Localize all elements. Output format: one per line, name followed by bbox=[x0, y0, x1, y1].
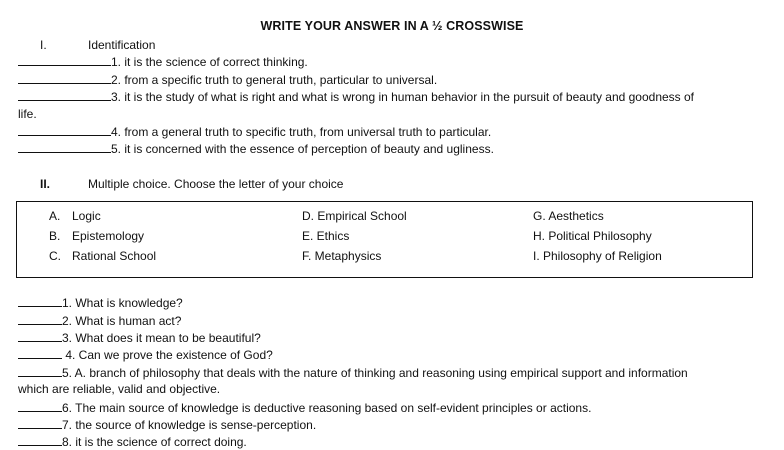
choice-e: E. Ethics bbox=[302, 229, 350, 243]
question-1 bbox=[18, 295, 183, 311]
answer-blank[interactable] bbox=[18, 72, 111, 84]
identification-item-3 bbox=[18, 89, 694, 105]
choice-g: G. Aesthetics bbox=[533, 209, 604, 223]
answer-blank[interactable] bbox=[18, 347, 62, 359]
identification-item-3-continued: life. bbox=[18, 107, 37, 121]
question-4 bbox=[18, 347, 273, 363]
choice-b: B. Epistemology bbox=[49, 229, 145, 243]
answer-blank[interactable] bbox=[18, 141, 111, 153]
question-text: 4. Can we prove the existence of God? bbox=[62, 348, 273, 362]
answer-blank[interactable] bbox=[18, 434, 62, 446]
question-text: 8. it is the science of correct doing. bbox=[62, 435, 247, 449]
choice-d: D. Empirical School bbox=[302, 209, 407, 223]
item-text: 5. it is concerned with the essence of perception of beauty and ugliness. bbox=[111, 142, 494, 156]
question-2 bbox=[18, 313, 181, 329]
item-text: 3. it is the study of what is right and what is wrong in human behavior in the pursuit of beauty and goodness of bbox=[111, 90, 695, 104]
question-text: 5. A. branch of philosophy that deals with the nature of thinking and reasoning using empirical support and information bbox=[62, 366, 688, 380]
item-text: 1. it is the science of correct thinking. bbox=[111, 55, 308, 69]
choice-c: C. Rational School bbox=[49, 249, 157, 263]
identification-item-2 bbox=[18, 72, 437, 88]
question-text: 2. What is human act? bbox=[62, 314, 182, 328]
choice-a: A. Logic bbox=[49, 209, 101, 223]
question-3 bbox=[18, 330, 261, 346]
worksheet-title: WRITE YOUR ANSWER IN A ½ CROSSWISE bbox=[260, 19, 524, 33]
identification-item-1 bbox=[18, 54, 308, 70]
choice-i: I. Philosophy of Religion bbox=[533, 249, 662, 263]
section-1-heading: Identification bbox=[88, 38, 156, 52]
answer-blank[interactable] bbox=[18, 313, 62, 325]
section-2-numeral: II. bbox=[40, 177, 51, 191]
section-1-numeral: I. bbox=[40, 38, 47, 52]
identification-item-5 bbox=[18, 141, 494, 157]
identification-item-4 bbox=[18, 124, 491, 140]
answer-blank[interactable] bbox=[18, 89, 111, 101]
question-text: 7. the source of knowledge is sense-perception. bbox=[62, 418, 317, 432]
answer-blank[interactable] bbox=[18, 330, 62, 342]
answer-blank[interactable] bbox=[18, 417, 62, 429]
answer-blank[interactable] bbox=[18, 400, 62, 412]
section-2-heading: Multiple choice. Choose the letter of your choice bbox=[88, 177, 344, 191]
item-text: 4. from a general truth to specific truth, from universal truth to particular. bbox=[111, 125, 492, 139]
choice-f: F. Metaphysics bbox=[302, 249, 382, 263]
question-8 bbox=[18, 434, 247, 450]
answer-blank[interactable] bbox=[18, 54, 111, 66]
answer-blank[interactable] bbox=[18, 295, 62, 307]
question-text: 6. The main source of knowledge is deductive reasoning based on self-evident principles or actions. bbox=[62, 401, 592, 415]
item-text: 2. from a specific truth to general truth, particular to universal. bbox=[111, 73, 438, 87]
question-5-continued: which are reliable, valid and objective. bbox=[18, 382, 221, 396]
question-5 bbox=[18, 365, 688, 381]
question-text: 1. What is knowledge? bbox=[62, 296, 183, 310]
choice-h: H. Political Philosophy bbox=[533, 229, 652, 243]
question-text: 3. What does it mean to be beautiful? bbox=[62, 331, 261, 345]
answer-blank[interactable] bbox=[18, 365, 62, 377]
question-6 bbox=[18, 400, 591, 416]
answer-blank[interactable] bbox=[18, 124, 111, 136]
question-7 bbox=[18, 417, 316, 433]
